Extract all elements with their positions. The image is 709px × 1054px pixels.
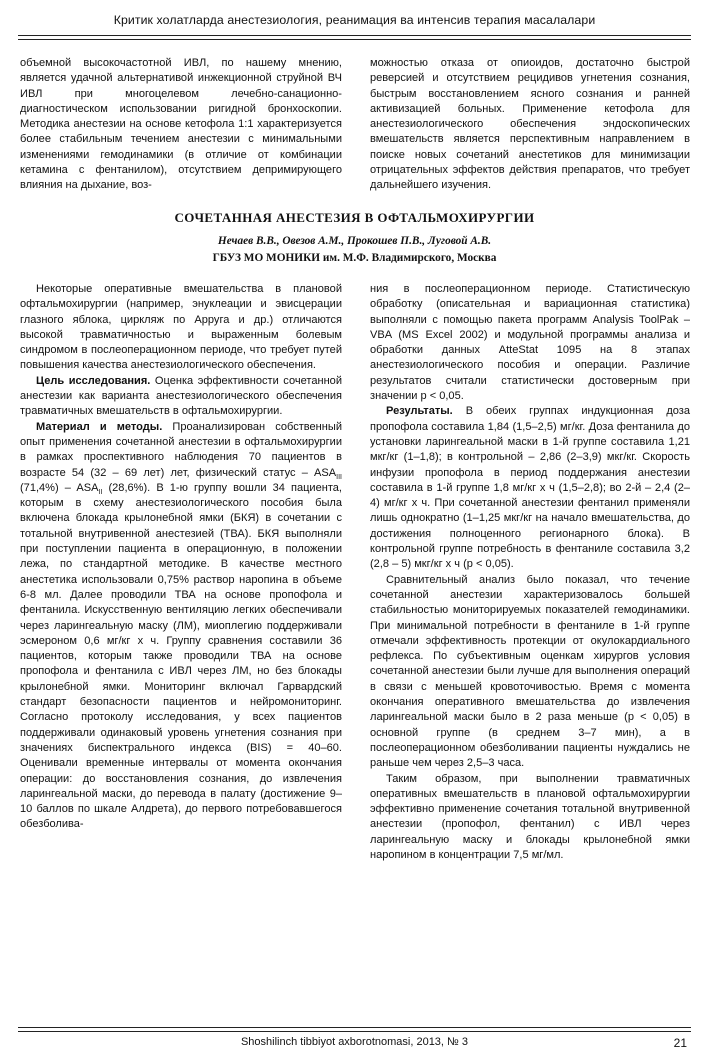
page-number: 21 <box>673 1036 687 1050</box>
results-text: В обеих группах индукционная доза пропофола составила 1,84 (1,5–2,5) мг/кг. Доза фентанила до установки ларингеальной маски в 1-й группе составила 1,21 мкг/кг (1–1,8); в контрольной – 2,86 (2–3,9) мкг/кг. Скорость инфузии пропофола в период поддержания анестезии составила в 1-й группе 1,8 мг/кг х ч (1,5–2,8); во 2-й – 2,4 (2–4) мг/кг х ч. При сочетанной анестезии фентанил применяли лишь однократно (1–1,25 мкг/кг на начало вмешательства, до достижения полноценного регионарного блока). В контрольной группе потребность в фентаниле составила 3,2 (2,8 – 5) мкг/кг х ч (р < 0,05). <box>370 405 690 571</box>
header-rule-thin <box>18 39 691 40</box>
article-authors: Нечаев В.В., Овезов А.М., Прокошев П.В., Луговой А.В. <box>217 235 492 247</box>
prev-article-right-column <box>370 56 690 194</box>
footer-rule-thin <box>18 1031 691 1032</box>
prev-article-left-text: объемной высокочастотной ИВЛ, по нашему мнению, является удачной альтернативой инжекционной струйной ВЧ ИВЛ при многоцелевом лечебно-санационно-диагностическом использовании ригидной бронхоскопии. Методика анестезии на основе кетофола 1:1 характеризуется более стабильным течением анестезии с минимальными изменениями гемодинамики (в отличие от комбинации кетамина с фентанилом), отсутствием депримирующего влияния на дыхание, воз- <box>20 57 342 192</box>
methods-label: Материал и методы. <box>36 420 163 433</box>
article-right-column <box>370 282 690 863</box>
article-left-column <box>20 282 342 833</box>
prev-article-right-text: можностью отказа от опиоидов, достаточно быстрой реверсией и отсутствием рецидивов угнетения сознания, быстрым восстановлением ясного сознания и ранней активизацией больных. Применение кетофола для анестезиологического обеспечения эндоскопических вмешательств является перспективным направлением в поиске новых сочетаний анестетиков для минимизации отрицательных эффектов действия препаратов, что требует дальнейшего изучения. <box>370 57 690 192</box>
article-title: СОЧЕТАННАЯ АНЕСТЕЗИЯ В ОФТАЛЬМОХИРУРГИИ <box>174 210 535 225</box>
results-paragraph <box>370 404 690 572</box>
footer-journal: Shoshilinch tibbiyot axborotnomasi, 2013, № 3 <box>240 1036 469 1048</box>
running-title: Критик холатларда анестезиология, реанимация ва интенсив терапия масалалари <box>113 13 596 27</box>
footer-rule <box>18 1027 691 1028</box>
aim-paragraph <box>20 374 342 420</box>
comparison-paragraph: Сравнительный анализ было показал, что течение сочетанной анестезии характеризовалось большей стабильностью мониторируемых показателей гемодинамики. При минимальной потребности в фентаниле в 1-й группе отмечали эффективность протекции от окулокардиального рефлекса. По субъективным оценкам хирургов условия сочетанной анестезии были лучше для выполнения операций в связи с меньшей кровоточивостью. Время с момента окончания оперативного вмешательства до извлечения ларингеальной маски было в 2 раза меньше (р < 0,05) в основной группе (в среднем 3–7 мин), а в послеоперационном обезболивании пациенты нуждались не раньше чем через 2,5–3 часа. <box>370 573 690 770</box>
results-label: Результаты. <box>386 405 453 418</box>
asa-subscript-2: II <box>98 489 103 497</box>
header-rule <box>18 35 691 36</box>
methods-continuation: ния в послеоперационном периоде. Статистическую обработку (описательная и вариационная статистика) выполняли с помощью пакета программ Analysis ToolPak – VBA (MS Excel 2002) и модульной программы анализа и обработки данных AtteStat 1095 на 8 этапах анестезиологического пособия и операции. Различие результатов считали статистически достоверным при значении р < 0,05. <box>370 283 690 403</box>
aim-text: Оценка эффективности сочетанной анестезии как варианта анестезиологического обеспечения травматичных вмешательств в офтальмохирургии. <box>20 374 342 418</box>
intro-paragraph: Некоторые оперативные вмешательства в плановой офтальмохирургии (например, энуклеации и эвисцерации глазного яблока, циркляж по Арруга и др.) отличаются высокой травматичностью и выраженным болевым синдромом в послеоперационном периоде, что требует путей повышения качества анестезиологического обеспечения. <box>20 283 342 372</box>
aim-label: Цель исследования. <box>36 374 151 387</box>
methods-text-3: (28,6%). В 1-ю группу вошли 34 пациента, которым в схему анестезиологического пособия была включена блокада крылонебной ямки (БКЯ) в сочетании с тотальной внутривенной анестезией (ТВА). БКЯ выполняли при поступлении пациента в операционную, в положении лежа, по стандартной методике. В качестве местного анестетика использовали 0,75% раствор наропина в объеме 6-8 мл. Далее проводили ТВА на основе пропофола и фентанила. Искусственную вентиляцию легких обеспечивали через ларингеальную маску (ЛМ), миоплегию поддерживали эсмероном 0,6 мг/кг х ч. Группу сравнения составили 36 пациентов, которым также проводили ТВА на основе пропофола и фентанила с ИВЛ через ЛМ, но без блокады крылонебной ямки. Мониторинг включал Гарвардский стандарт безопасности пациентов и нейромониторинг. Согласно протоколу исследования, у всех пациентов поддерживали одинаковый уровень угнетения сознания при значениях биспектрального индекса (BIS) = 40–60. Оценивали временные интервалы от момента окончания операции: до восстановления сознания, до извлечения ларингеальной маски, до перевода в палату (достижение 9–10 баллов по шкале Алдрета), до первого потребовавшегося обезболива- <box>20 481 342 831</box>
prev-article-left-column <box>20 56 342 194</box>
asa-subscript-1: III <box>336 473 342 481</box>
methods-paragraph <box>20 420 342 833</box>
article-affiliation: ГБУЗ МО МОНИКИ им. М.Ф. Владимирского, Москва <box>212 252 497 264</box>
conclusion-paragraph: Таким образом, при выполнении травматичных оперативных вмешательств в плановой офтальмохирургии эффективно применение сочетания тотальной внутривенной анестезии (пропофол, фентанил) с ИВЛ через ларингеальную маску и блокады крылонебной ямки наропином в концентрации 7,5 мг/мл. <box>370 772 690 861</box>
methods-text-2: (71,4%) – ASA <box>20 481 99 494</box>
methods-text-1: Проанализирован собственный опыт применения сочетанной анестезии в офтальмохирургии в рамках проспективного наблюдения 70 пациентов в возрасте 54 (32 – 69 лет) лет, физический статус – ASA <box>20 420 342 479</box>
article-heading <box>20 210 689 264</box>
